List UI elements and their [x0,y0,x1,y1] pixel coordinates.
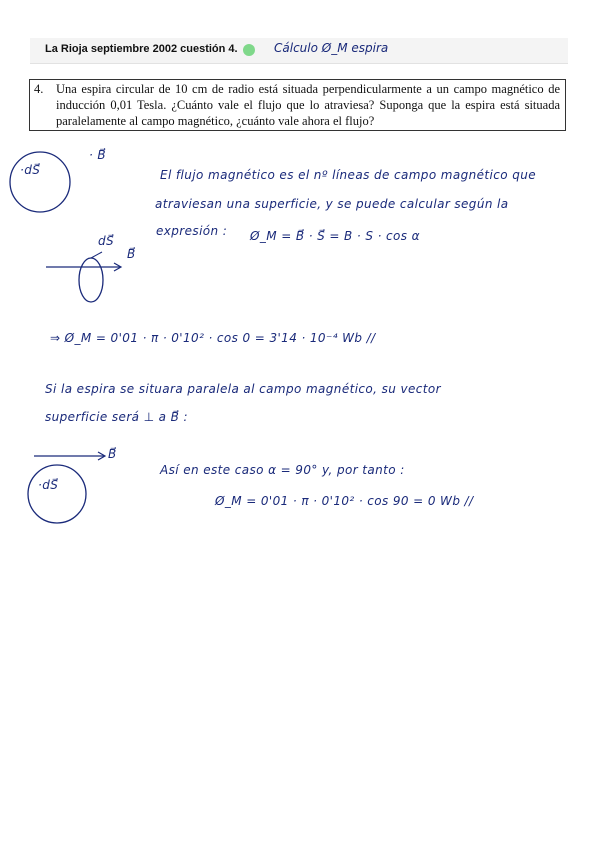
loop-ellipse-side [79,258,103,302]
diagram2-ds-label: dS⃗ [98,234,115,248]
parallel-line-2: superficie será ⊥ a B⃗ : [45,410,188,424]
loop-circle-parallel [28,465,86,523]
diagram3-b-label: B⃗ [108,447,117,461]
result-perpendicular: ⇒ Ø_M = 0'01 · π · 0'10² · cos 0 = 3'14 · 10⁻⁴ Wb // [50,331,376,345]
header-title: La Rioja septiembre 2002 cuestión 4. [45,43,238,55]
ds-arrow-line [91,252,102,258]
result-parallel: Ø_M = 0'01 · π · 0'10² · cos 90 = 0 Wb // [215,494,474,508]
diagram1-ds-label: ·dS⃗ [20,163,41,177]
diagram1-b-label: · B⃗ [89,148,107,162]
loop-circle-front [10,152,70,212]
diagram2-b-label: B⃗ [127,247,136,261]
case-line: Así en este caso α = 90° y, por tanto : [160,463,405,477]
parallel-line-1: Si la espira se situara paralela al campo magnético, su vector [45,382,441,396]
problem-number: 4. [34,82,44,96]
explanation-line-3: expresión : [156,224,228,238]
header-note: Cálculo Ø_M espira [274,41,389,55]
problem-text: Una espira circular de 10 cm de radio está situada perpendicularmente a un campo magnético de inducción 0,01 Tesla. ¿Cuánto vale el flujo que lo atraviesa? Suponga que la espira está situada paralelamente al campo magnético, ¿cuánto vale ahora el flujo? [56,82,560,128]
diagram3-ds-label: ·dS⃗ [38,478,59,492]
explanation-line-1: El flujo magnético es el nº líneas de campo magnético que [160,168,537,182]
explanation-line-2: atraviesan una superficie, y se puede calcular según la [155,197,509,211]
flux-formula: Ø_M = B⃗ · S⃗ = B · S · cos α [250,229,420,243]
